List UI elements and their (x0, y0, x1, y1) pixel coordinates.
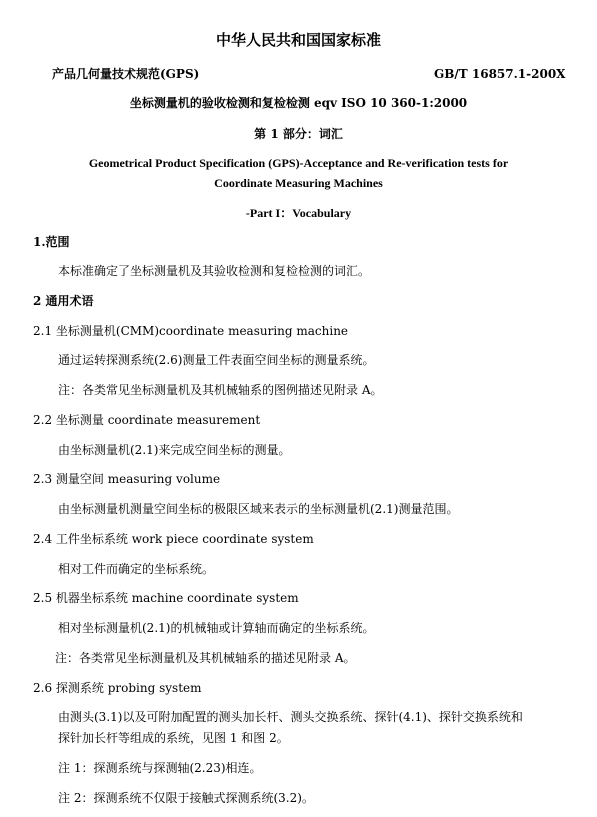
section-2-heading: 2 通用术语 (33, 294, 94, 308)
term-2-1-note: 注：各类常见坐标测量机及其机械轴系的图例描述见附录 A。 (58, 383, 383, 397)
term-2-6-definition-line2: 探针加长杆等组成的系统，见图 1 和图 2。 (58, 731, 289, 745)
term-2-3-heading: 2.3 测量空间 measuring volume (33, 472, 221, 486)
term-2-3-definition: 由坐标测量机测量空间坐标的极限区域来表示的坐标测量机(2.1)测量范围。 (58, 502, 459, 516)
term-2-5-heading: 2.5 机器坐标系统 machine coordinate system (33, 591, 299, 605)
document-title-cn: 坐标测量机的验收检测和复检检测 eqv ISO 10 360-1:2000 (129, 96, 468, 110)
part-title-cn: 第 1 部分：词汇 (254, 127, 343, 141)
term-2-1-definition: 通过运转探测系统(2.6)测量工件表面空间坐标的测量系统。 (58, 353, 375, 367)
section-1-text: 本标准确定了坐标测量机及其验收检测和复检检测的词汇。 (58, 264, 371, 278)
term-2-4-definition: 相对工件而确定的坐标系统。 (58, 562, 215, 576)
document-title-en-line1: Geometrical Product Specification (GPS)-Acceptance and Re-verification tests for (88, 156, 509, 170)
term-2-5-definition: 相对坐标测量机(2.1)的机械轴或计算轴而确定的坐标系统。 (58, 621, 375, 635)
term-2-5-note: 注：各类常见坐标测量机及其机械轴系的描述见附录 A。 (55, 651, 356, 665)
standard-code: GB/T 16857.1-200X (434, 67, 566, 81)
term-2-2-definition: 由坐标测量机(2.1)来完成空间坐标的测量。 (58, 443, 291, 457)
term-2-6-heading: 2.6 探测系统 probing system (33, 681, 202, 695)
term-2-1-heading: 2.1 坐标测量机(CMM)coordinate measuring machine (33, 324, 349, 338)
part-title-en: -Part I：Vocabulary (245, 206, 352, 220)
term-2-6-note-2: 注 2：探测系统不仅限于接触式探测系统(3.2)。 (58, 791, 314, 805)
term-2-6-note-1: 注 1：探测系统与探测轴(2.23)相连。 (58, 761, 262, 775)
national-standard-title: 中华人民共和国国家标准 (215, 31, 381, 49)
section-1-heading: 1.范围 (33, 235, 70, 249)
standard-series: 产品几何量技术规范(GPS) (52, 67, 200, 81)
term-2-4-heading: 2.4 工件坐标系统 work piece coordinate system (33, 532, 314, 546)
document-title-en-line2: Coordinate Measuring Machines (214, 176, 383, 190)
term-2-6-definition-line1: 由测头(3.1)以及可附加配置的测头加长杆、测头交换系统、探针(4.1)、探针交换系统和 (58, 710, 523, 724)
term-2-2-heading: 2.2 坐标测量 coordinate measurement (33, 413, 261, 427)
